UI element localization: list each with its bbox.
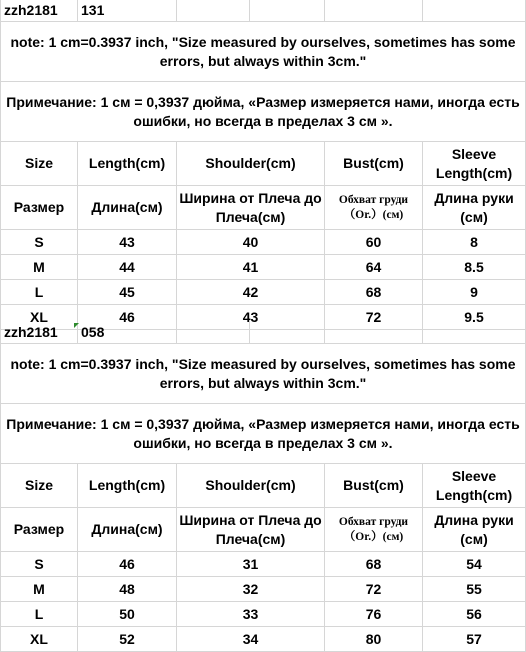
- table-row: [0, 552, 526, 577]
- table-cell: 44: [78, 255, 177, 280]
- header-en-cell: Bust(cm): [325, 464, 423, 508]
- table-cell: 40: [177, 230, 325, 255]
- empty-cell: [325, 0, 423, 22]
- note-en-cell: note: 1 cm=0.3937 inch, "Size measured by ourselves, sometimes has some errors, but always within 3cm.": [0, 344, 526, 404]
- table-cell: S: [0, 552, 78, 577]
- table-row: [0, 577, 526, 602]
- header-ru-cell: Ширина от Плеча до Плеча(см): [177, 186, 325, 230]
- table-cell: 42: [177, 280, 325, 305]
- table-cell: 9: [423, 280, 526, 305]
- table-cell: 32: [177, 577, 325, 602]
- table-row: [0, 280, 526, 305]
- header-ru-cell: Длина(см): [78, 186, 177, 230]
- model-row: [0, 0, 526, 22]
- model-number-cell: 131: [78, 0, 177, 22]
- header-ru-cell: Обхват груди（Or.）(см): [325, 508, 423, 552]
- table-cell: 9.5: [423, 305, 526, 330]
- note-en-row: [0, 344, 526, 404]
- table-cell: 64: [325, 255, 423, 280]
- note-ru-cell: Примечание: 1 см = 0,3937 дюйма, «Размер измеряется нами, иногда есть ошибки, но всегда в пределах 3 см ».: [0, 404, 526, 464]
- table-cell: XL: [0, 305, 78, 330]
- empty-cell: [177, 322, 250, 344]
- header-en-cell: Size: [0, 142, 78, 186]
- header-ru-cell: Размер: [0, 186, 78, 230]
- table-cell: XL: [0, 627, 78, 652]
- header-en-cell: Shoulder(cm): [177, 142, 325, 186]
- header-ru-cell: Обхват груди（Or.）(см): [325, 186, 423, 230]
- table-cell: 68: [325, 280, 423, 305]
- header-en-cell: Shoulder(cm): [177, 464, 325, 508]
- table-cell: 43: [177, 305, 325, 330]
- note-ru-row: [0, 82, 526, 142]
- note-ru-cell: Примечание: 1 см = 0,3937 дюйма, «Размер измеряется нами, иногда есть ошибки, но всегда в пределах 3 см ».: [0, 82, 526, 142]
- model-code-cell: zzh2181: [0, 322, 78, 344]
- header-ru-row: [0, 508, 526, 552]
- table-cell: 72: [325, 305, 423, 330]
- header-en-cell: Length(cm): [78, 464, 177, 508]
- table-row: [0, 255, 526, 280]
- table-cell: 46: [78, 552, 177, 577]
- table-cell: 50: [78, 602, 177, 627]
- table-cell: 8: [423, 230, 526, 255]
- table-cell: 68: [325, 552, 423, 577]
- empty-cell: [423, 0, 526, 22]
- empty-cell: [325, 322, 423, 344]
- table-cell: L: [0, 280, 78, 305]
- table-cell: 60: [325, 230, 423, 255]
- header-en-cell: Sleeve Length(cm): [423, 142, 526, 186]
- header-en-row: [0, 142, 526, 186]
- table-cell: 55: [423, 577, 526, 602]
- table-cell: 56: [423, 602, 526, 627]
- header-en-row: [0, 464, 526, 508]
- table-cell: 8.5: [423, 255, 526, 280]
- header-en-cell: Bust(cm): [325, 142, 423, 186]
- table-row: [0, 230, 526, 255]
- table-cell: 76: [325, 602, 423, 627]
- model-code-cell: zzh2181: [0, 0, 78, 22]
- header-ru-row: [0, 186, 526, 230]
- table-cell: 72: [325, 577, 423, 602]
- note-en-cell: note: 1 cm=0.3937 inch, "Size measured by ourselves, sometimes has some errors, but always within 3cm.": [0, 22, 526, 82]
- header-ru-cell: Размер: [0, 508, 78, 552]
- table-cell: S: [0, 230, 78, 255]
- table-cell: 43: [78, 230, 177, 255]
- header-en-cell: Sleeve Length(cm): [423, 464, 526, 508]
- comment-marker-icon: [74, 323, 79, 328]
- table-cell: L: [0, 602, 78, 627]
- table-cell: 46: [78, 305, 177, 330]
- header-ru-cell: Длина руки (см): [423, 186, 526, 230]
- table-cell: 80: [325, 627, 423, 652]
- model-row: [0, 322, 526, 344]
- note-ru-row: [0, 404, 526, 464]
- empty-cell: [177, 0, 250, 22]
- empty-cell: [423, 322, 526, 344]
- empty-cell: [250, 0, 325, 22]
- model-number-cell: 058: [78, 322, 177, 344]
- header-ru-cell: Длина(см): [78, 508, 177, 552]
- table-cell: 31: [177, 552, 325, 577]
- table-cell: M: [0, 255, 78, 280]
- header-ru-cell: Длина руки (см): [423, 508, 526, 552]
- table-cell: 34: [177, 627, 325, 652]
- empty-cell: [250, 322, 325, 344]
- table-row: [0, 602, 526, 627]
- table-cell: 45: [78, 280, 177, 305]
- table-cell: 33: [177, 602, 325, 627]
- table-cell: 48: [78, 577, 177, 602]
- note-en-row: [0, 22, 526, 82]
- table-cell: 41: [177, 255, 325, 280]
- header-en-cell: Length(cm): [78, 142, 177, 186]
- table-cell: 54: [423, 552, 526, 577]
- table-cell: 57: [423, 627, 526, 652]
- header-en-cell: Size: [0, 464, 78, 508]
- table-cell: M: [0, 577, 78, 602]
- table-cell: 52: [78, 627, 177, 652]
- header-ru-cell: Ширина от Плеча до Плеча(см): [177, 508, 325, 552]
